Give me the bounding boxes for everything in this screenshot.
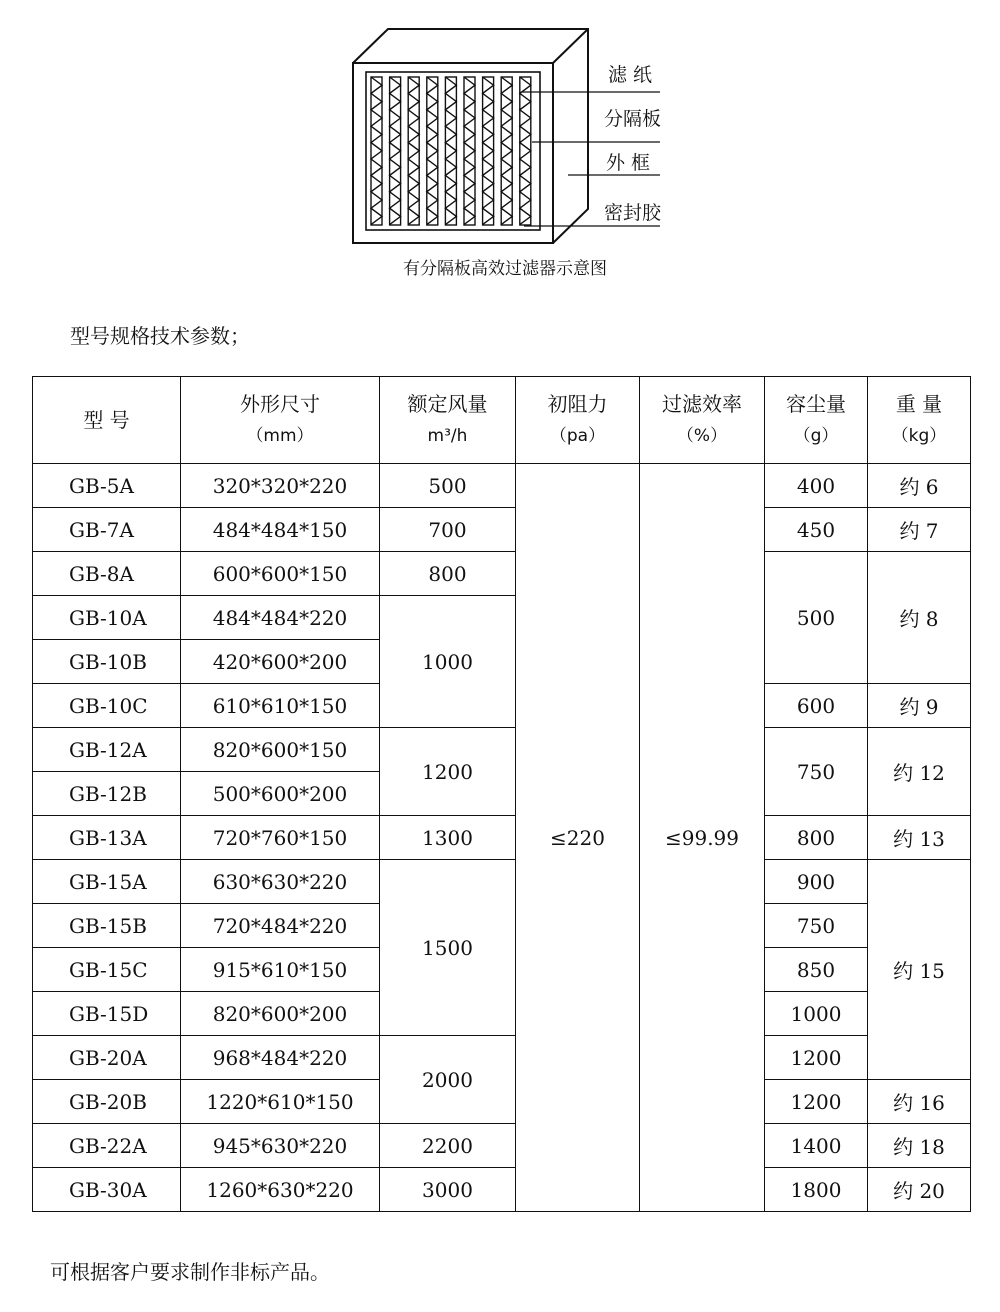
table-row bbox=[33, 860, 971, 904]
model-cell: GB-7A bbox=[33, 508, 181, 552]
filter-panel bbox=[445, 77, 456, 225]
table-row bbox=[33, 1036, 971, 1080]
table-row bbox=[33, 1168, 971, 1212]
filter-panel bbox=[408, 77, 419, 225]
dimension-cell: 420*600*200 bbox=[181, 640, 380, 684]
dimension-cell: 945*630*220 bbox=[181, 1124, 380, 1168]
filter-paper-zigzag bbox=[427, 77, 438, 225]
label-filter-paper: 滤 纸 bbox=[608, 64, 653, 86]
filter-paper-zigzag bbox=[483, 77, 494, 225]
table-row bbox=[33, 728, 971, 772]
filter-paper-zigzag bbox=[445, 77, 456, 225]
flow-cell: 500 bbox=[380, 464, 516, 508]
dimension-cell: 720*484*220 bbox=[181, 904, 380, 948]
dimension-cell: 600*600*150 bbox=[181, 552, 380, 596]
model-cell: GB-15B bbox=[33, 904, 181, 948]
footer-note: 可根据客户要求制作非标产品。 bbox=[50, 1260, 330, 1284]
header-efficiency: 过滤效率 （%） bbox=[640, 377, 765, 464]
model-cell: GB-22A bbox=[33, 1124, 181, 1168]
table-row bbox=[33, 816, 971, 860]
dust-cell: 400 bbox=[765, 464, 868, 508]
weight-cell: 约 20 bbox=[868, 1168, 971, 1212]
filter-paper-zigzag bbox=[464, 77, 475, 225]
dimension-cell: 320*320*220 bbox=[181, 464, 380, 508]
filter-paper-zigzag bbox=[501, 77, 512, 225]
filter-paper-zigzag bbox=[371, 77, 382, 225]
dust-cell: 1800 bbox=[765, 1168, 868, 1212]
model-cell: GB-15A bbox=[33, 860, 181, 904]
dust-cell: 500 bbox=[765, 552, 868, 684]
dimension-cell: 720*760*150 bbox=[181, 816, 380, 860]
flow-cell: 1500 bbox=[380, 860, 516, 1036]
label-separator: 分隔板 bbox=[604, 108, 662, 130]
dust-cell: 1200 bbox=[765, 1080, 868, 1124]
filter-panel bbox=[520, 77, 531, 225]
filter-panel bbox=[390, 77, 401, 225]
filter-paper-zigzag bbox=[390, 77, 401, 225]
weight-cell: 约 9 bbox=[868, 684, 971, 728]
dust-cell: 850 bbox=[765, 948, 868, 992]
filter-panel bbox=[501, 77, 512, 225]
dust-cell: 1000 bbox=[765, 992, 868, 1036]
weight-cell: 约 7 bbox=[868, 508, 971, 552]
dust-cell: 800 bbox=[765, 816, 868, 860]
dust-cell: 1400 bbox=[765, 1124, 868, 1168]
diagram-caption: 有分隔板高效过滤器示意图 bbox=[403, 259, 607, 279]
initial-resistance-cell: ≤220 bbox=[516, 464, 640, 1212]
dimension-cell: 1220*610*150 bbox=[181, 1080, 380, 1124]
spec-table bbox=[32, 376, 971, 1212]
filter-panel bbox=[483, 77, 494, 225]
filter-panel bbox=[371, 77, 382, 225]
dimension-cell: 968*484*220 bbox=[181, 1036, 380, 1080]
header-dimensions: 外形尺寸 （mm） bbox=[181, 377, 380, 464]
model-cell: GB-15D bbox=[33, 992, 181, 1036]
weight-cell: 约 15 bbox=[868, 860, 971, 1080]
model-cell: GB-12B bbox=[33, 772, 181, 816]
filter-diagram bbox=[340, 20, 680, 265]
dimension-cell: 484*484*150 bbox=[181, 508, 380, 552]
model-cell: GB-8A bbox=[33, 552, 181, 596]
section-title: 型号规格技术参数； bbox=[70, 324, 250, 348]
filter-panel bbox=[464, 77, 475, 225]
dust-cell: 600 bbox=[765, 684, 868, 728]
weight-cell: 约 16 bbox=[868, 1080, 971, 1124]
label-sealant: 密封胶 bbox=[604, 202, 662, 224]
header-model: 型 号 bbox=[33, 377, 181, 464]
flow-cell: 1300 bbox=[380, 816, 516, 860]
dust-cell: 1200 bbox=[765, 1036, 868, 1080]
efficiency-cell: ≤99.99 bbox=[640, 464, 765, 1212]
dust-cell: 900 bbox=[765, 860, 868, 904]
dimension-cell: 820*600*150 bbox=[181, 728, 380, 772]
model-cell: GB-10A bbox=[33, 596, 181, 640]
dust-cell: 750 bbox=[765, 728, 868, 816]
weight-cell: 约 18 bbox=[868, 1124, 971, 1168]
model-cell: GB-13A bbox=[33, 816, 181, 860]
dimension-cell: 820*600*200 bbox=[181, 992, 380, 1036]
model-cell: GB-10B bbox=[33, 640, 181, 684]
flow-cell: 2200 bbox=[380, 1124, 516, 1168]
model-cell: GB-15C bbox=[33, 948, 181, 992]
table-row bbox=[33, 508, 971, 552]
weight-cell: 约 13 bbox=[868, 816, 971, 860]
dimension-cell: 484*484*220 bbox=[181, 596, 380, 640]
label-outer-frame: 外 框 bbox=[606, 152, 651, 174]
header-dust-capacity: 容尘量 （g） bbox=[765, 377, 868, 464]
flow-cell: 1000 bbox=[380, 596, 516, 728]
dust-cell: 450 bbox=[765, 508, 868, 552]
header-weight: 重 量 （kg） bbox=[868, 377, 971, 464]
model-cell: GB-20A bbox=[33, 1036, 181, 1080]
filter-paper-zigzag bbox=[520, 77, 531, 225]
weight-cell: 约 12 bbox=[868, 728, 971, 816]
filter-paper-zigzag bbox=[408, 77, 419, 225]
filter-illustration bbox=[340, 20, 680, 265]
header-initial-resistance: 初阻力 （pa） bbox=[516, 377, 640, 464]
weight-cell: 约 6 bbox=[868, 464, 971, 508]
dimension-cell: 500*600*200 bbox=[181, 772, 380, 816]
model-cell: GB-10C bbox=[33, 684, 181, 728]
dimension-cell: 610*610*150 bbox=[181, 684, 380, 728]
table-header-row bbox=[33, 377, 971, 464]
weight-cell: 约 8 bbox=[868, 552, 971, 684]
flow-cell: 2000 bbox=[380, 1036, 516, 1124]
dimension-cell: 630*630*220 bbox=[181, 860, 380, 904]
dimension-cell: 1260*630*220 bbox=[181, 1168, 380, 1212]
model-cell: GB-5A bbox=[33, 464, 181, 508]
flow-cell: 800 bbox=[380, 552, 516, 596]
flow-cell: 700 bbox=[380, 508, 516, 552]
dust-cell: 750 bbox=[765, 904, 868, 948]
table-row bbox=[33, 1124, 971, 1168]
table-row bbox=[33, 464, 971, 508]
model-cell: GB-12A bbox=[33, 728, 181, 772]
flow-cell: 1200 bbox=[380, 728, 516, 816]
table-row bbox=[33, 552, 971, 596]
flow-cell: 3000 bbox=[380, 1168, 516, 1212]
header-rated-airflow: 额定风量 m³/h bbox=[380, 377, 516, 464]
model-cell: GB-30A bbox=[33, 1168, 181, 1212]
dimension-cell: 915*610*150 bbox=[181, 948, 380, 992]
filter-panel bbox=[427, 77, 438, 225]
model-cell: GB-20B bbox=[33, 1080, 181, 1124]
